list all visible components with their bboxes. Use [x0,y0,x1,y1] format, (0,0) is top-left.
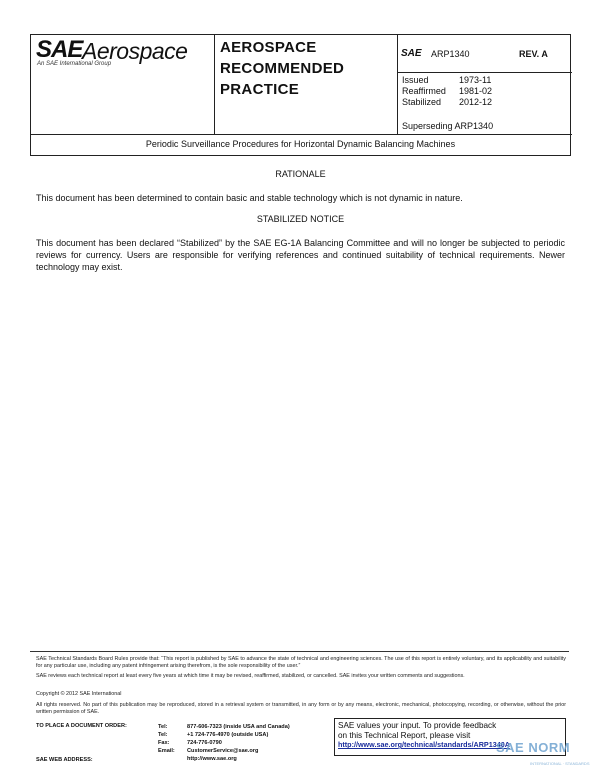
date-row-stabilized: Stabilized 2012-12 [402,97,493,107]
date-block [402,75,492,108]
watermark-logo: SAE NORM [496,740,571,755]
rationale-heading: RATIONALE [275,169,326,179]
feedback-line-1: SAE values your input. To provide feedback [338,721,497,730]
feedback-link[interactable]: http://www.sae.org/technical/standards/ARP1340A [338,740,510,749]
contact-row: Tel: +1 724-776-4970 (outside USA) [158,732,269,738]
rationale-text: This document has been determined to contain basic and stable technology which is not dynamic in nature. [36,193,463,203]
watermark-subtitle: INTERNATIONAL · STANDARDS [530,761,590,766]
revision: REV. A [519,49,548,59]
logo-name: Aerospace [82,38,188,64]
contact-row: Email: CustomerService@sae.org [158,748,259,754]
logo-subtitle: An SAE International Group [37,61,112,67]
document-type: AEROSPACE RECOMMENDED PRACTICE [220,39,345,98]
order-label: TO PLACE A DOCUMENT ORDER: [36,723,127,729]
web-address-label: SAE WEB ADDRESS: [36,757,93,763]
contact-row: Fax: 724-776-0790 [158,740,222,746]
logo-mark: SAE [36,36,83,63]
footer-rule [30,651,569,652]
contact-list [158,723,290,763]
sae-web-link[interactable]: http://www.sae.org [187,756,237,762]
contact-row [158,755,290,763]
superseding: Superseding ARP1340 [402,121,494,131]
stabilized-text: This document has been declared “Stabilized” by the SAE EG-1A Balancing Committee and will no longer be subjected to periodic reviews for currency. Users are responsible for verifying references and continued suitability of technical requirements. Newer technology may exist. [36,238,565,272]
date-row-reaffirmed: Reaffirmed 1981-02 [402,86,493,96]
stabilized-heading: STABILIZED NOTICE [256,214,345,224]
document-number: ARP1340 [431,49,470,59]
date-row-issued: Issued 1973-11 [402,75,492,85]
rights-text: All rights reserved. No part of this publication may be reproduced, stored in a retrieval system or transmitted, in any form or by any means, electronic, mechanical, photocopying, recording, or otherwise, without the prior written permission of SAE. [36,702,566,716]
feedback-line-2: on this Technical Report, please visit [338,730,471,740]
contact-row: Tel: 877-606-7323 (inside USA and Canada) [158,724,290,730]
copyright: Copyright © 2012 SAE International [36,691,122,697]
board-rules-text: SAE Technical Standards Board Rules provide that: “This report is published by SAE to advance the state of technical and engineering sciences. The use of this report is entirely voluntary, and its applicability and suitability for any particular use, including any patent infringement arising therefrom, is the sole responsibility of the user.” [36,656,566,670]
sae-mini-mark: SAE [401,48,422,59]
document-title: Periodic Surveillance Procedures for Horizontal Dynamic Balancing Machines [145,139,456,149]
review-text: SAE reviews each technical report at least every five years at which time it may be revised, reaffirmed, stabilized, or cancelled. SAE invites your written comments and suggestions. [36,673,465,679]
